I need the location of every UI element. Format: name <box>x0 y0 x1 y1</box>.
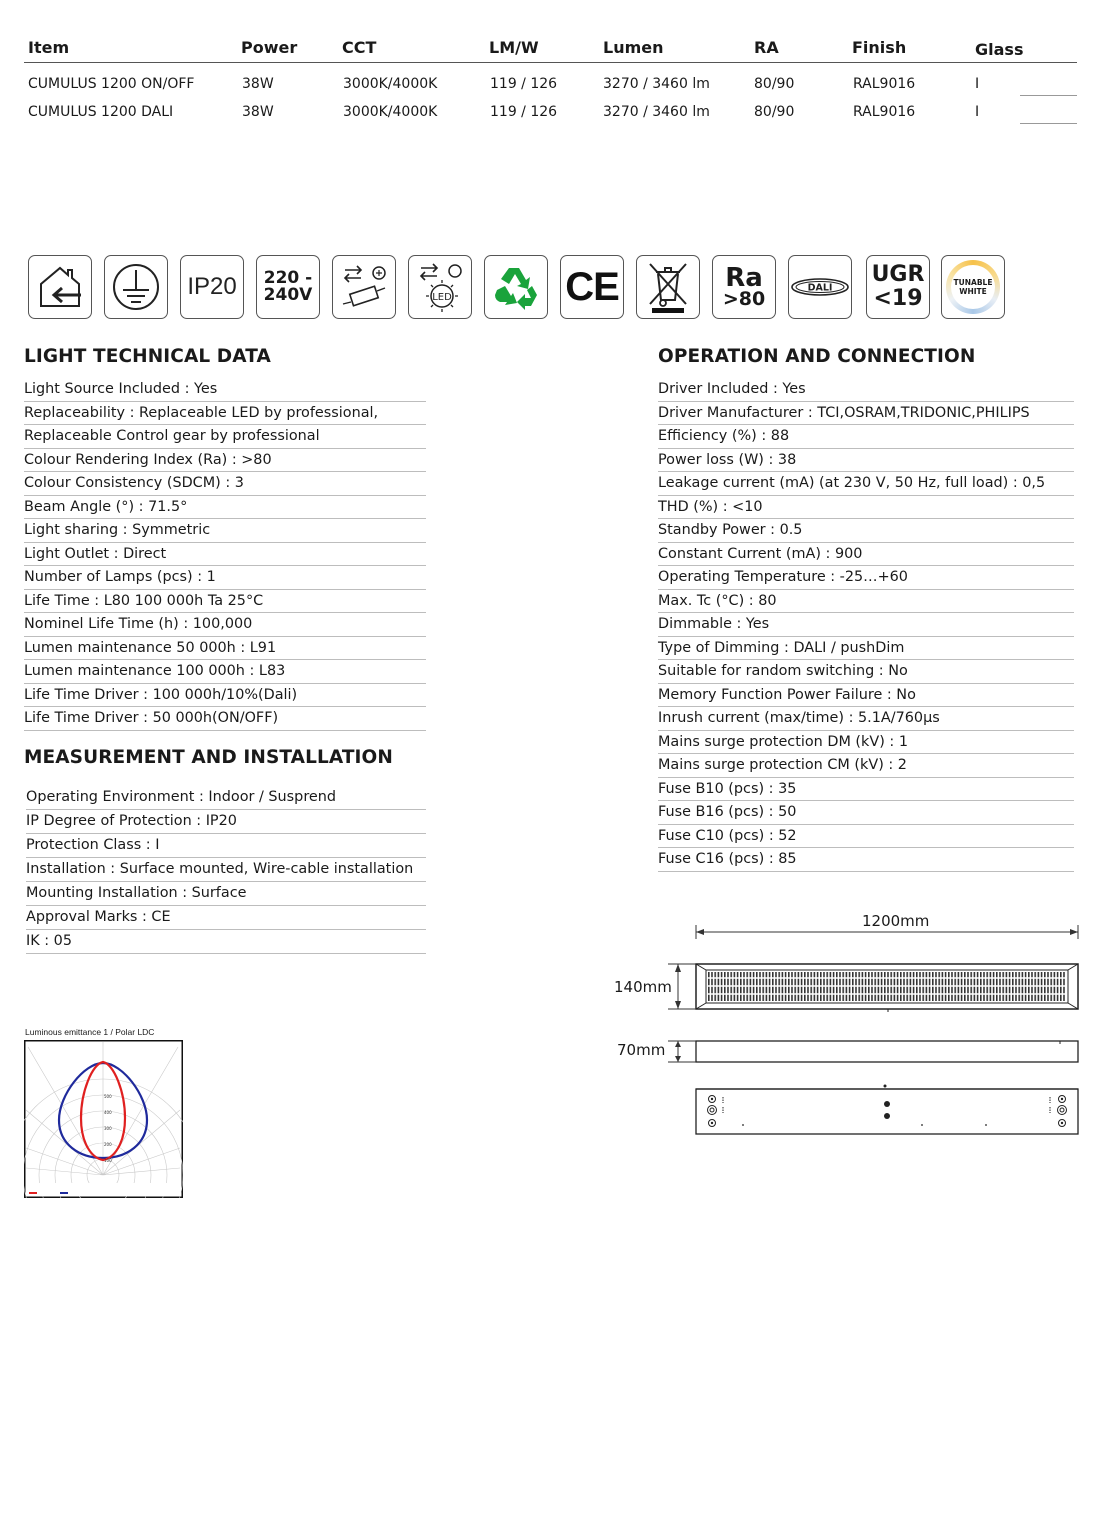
ce-text: CE <box>565 264 619 309</box>
tunable-white-icon <box>941 255 1005 319</box>
svg-text:500: 500 <box>104 1094 112 1099</box>
spec-item: Fuse C16 (pcs) : 85 <box>658 848 1074 872</box>
spec-item: Number of Lamps (pcs) : 1 <box>24 566 426 590</box>
spec-item: Light sharing : Symmetric <box>24 519 426 543</box>
spec-item: Dimmable : Yes <box>658 613 1074 637</box>
spec-item: IP Degree of Protection : IP20 <box>26 810 426 834</box>
height-label: 70mm <box>617 1041 666 1059</box>
header-cct: CCT <box>342 38 377 57</box>
cell-lumen: 3270 / 3460 lm <box>603 104 710 120</box>
spec-item: Installation : Surface mounted, Wire-cable installation <box>26 858 426 882</box>
width-label: 140mm <box>614 978 672 996</box>
voltage-line1: 220 - <box>263 268 313 288</box>
spec-item: Light Source Included : Yes <box>24 378 426 402</box>
luminaire-drawing <box>660 925 1090 1140</box>
spec-item: Power loss (W) : 38 <box>658 449 1074 473</box>
spec-item: THD (%) : <10 <box>658 496 1074 520</box>
svg-text:200: 200 <box>104 1142 112 1147</box>
header-lmw: LM/W <box>489 38 539 57</box>
ra-line2: >80 <box>722 288 766 310</box>
spec-item: Mounting Installation : Surface <box>26 882 426 906</box>
voltage-icon <box>256 255 320 319</box>
glass-dash <box>1020 95 1077 96</box>
header-lumen: Lumen <box>603 38 664 57</box>
ip20-text: IP20 <box>187 273 237 300</box>
spec-item: Driver Included : Yes <box>658 378 1074 402</box>
spec-item: Mains surge protection CM (kV) : 2 <box>658 754 1074 778</box>
spec-item: Fuse C10 (pcs) : 52 <box>658 825 1074 849</box>
ugr-icon <box>866 255 930 319</box>
tunable-line1: TUNABLE <box>953 277 993 287</box>
header-glass: Glass <box>975 40 1024 59</box>
ra-line1: Ra <box>725 263 763 293</box>
cell-lmw: 119 / 126 <box>490 104 558 120</box>
voltage-line2: 240V <box>263 285 313 305</box>
cell-power: 38W <box>242 104 274 120</box>
protective-earth-icon <box>104 255 168 319</box>
table-row <box>24 104 1077 128</box>
header-ra: RA <box>754 38 779 57</box>
cell-finish: RAL9016 <box>853 76 916 92</box>
spec-item: Operating Environment : Indoor / Susprend <box>26 786 426 810</box>
light-technical-title: LIGHT TECHNICAL DATA <box>24 346 271 367</box>
spec-item: Life Time : L80 100 000h Ta 25°C <box>24 590 426 614</box>
header-power: Power <box>241 38 298 57</box>
svg-text:100: 100 <box>104 1158 112 1163</box>
spec-item: Suitable for random switching : No <box>658 660 1074 684</box>
measurement-title: MEASUREMENT AND INSTALLATION <box>24 747 393 768</box>
weee-bin-icon <box>636 255 700 319</box>
cell-glass: I <box>975 104 980 120</box>
header-finish: Finish <box>852 38 907 57</box>
length-label: 1200mm <box>862 912 930 930</box>
spec-item: Operating Temperature : -25…+60 <box>658 566 1074 590</box>
table-row <box>24 76 1077 100</box>
ugr-line1: UGR <box>871 262 925 287</box>
measurement-list <box>26 786 426 954</box>
cell-glass: I <box>975 76 980 92</box>
spec-item: Replaceable Control gear by professional <box>24 425 426 449</box>
dali-icon <box>788 255 852 319</box>
spec-item: Colour Consistency (SDCM) : 3 <box>24 472 426 496</box>
polar-title: Luminous emittance 1 / Polar LDC <box>25 1027 155 1037</box>
header-item: Item <box>28 38 70 57</box>
spec-item: Light Outlet : Direct <box>24 543 426 567</box>
polar-ldc-chart <box>24 1040 183 1198</box>
spec-item: Lumen maintenance 100 000h : L83 <box>24 660 426 684</box>
cell-finish: RAL9016 <box>853 104 916 120</box>
spec-item: Constant Current (mA) : 900 <box>658 543 1074 567</box>
replaceable-driver-icon <box>332 255 396 319</box>
dali-text: DALI <box>807 282 833 294</box>
spec-item: IK : 05 <box>26 930 426 954</box>
spec-item: Inrush current (max/time) : 5.1A/760µs <box>658 707 1074 731</box>
spec-item: Max. Tc (°C) : 80 <box>658 590 1074 614</box>
spec-item: Protection Class : I <box>26 834 426 858</box>
tunable-line2: WHITE <box>959 287 987 296</box>
cell-item: CUMULUS 1200 ON/OFF <box>28 76 195 92</box>
spec-item: Driver Manufacturer : TCI,OSRAM,TRIDONIC,PHILIPS <box>658 402 1074 426</box>
spec-item: Memory Function Power Failure : No <box>658 684 1074 708</box>
svg-text:400: 400 <box>104 1110 112 1115</box>
light-technical-list <box>24 378 426 731</box>
spec-item: Beam Angle (°) : 71.5° <box>24 496 426 520</box>
operation-list <box>658 378 1074 872</box>
spec-item: Mains surge protection DM (kV) : 1 <box>658 731 1074 755</box>
operation-title: OPERATION AND CONNECTION <box>658 346 976 367</box>
cell-cct: 3000K/4000K <box>343 104 438 120</box>
ce-mark-icon <box>560 255 624 319</box>
spec-item: Approval Marks : CE <box>26 906 426 930</box>
cell-item: CUMULUS 1200 DALI <box>28 104 174 120</box>
spec-item: Life Time Driver : 100 000h/10%(Dali) <box>24 684 426 708</box>
cell-ra: 80/90 <box>754 76 795 92</box>
led-text: LED <box>432 292 452 303</box>
tunable-white-ring <box>946 260 1000 314</box>
svg-text:300: 300 <box>104 1126 112 1131</box>
glass-dash <box>1020 123 1077 124</box>
indoor-use-icon <box>28 255 92 319</box>
recycle-icon <box>484 255 548 319</box>
cell-lumen: 3270 / 3460 lm <box>603 76 710 92</box>
spec-item: Leakage current (mA) (at 230 V, 50 Hz, full load) : 0,5 <box>658 472 1074 496</box>
spec-item: Life Time Driver : 50 000h(ON/OFF) <box>24 707 426 731</box>
spec-item: Lumen maintenance 50 000h : L91 <box>24 637 426 661</box>
spec-item: Nominel Life Time (h) : 100,000 <box>24 613 426 637</box>
ugr-line2: <19 <box>873 286 923 311</box>
cell-cct: 3000K/4000K <box>343 76 438 92</box>
spec-item: Type of Dimming : DALI / pushDim <box>658 637 1074 661</box>
spec-item: Standby Power : 0.5 <box>658 519 1074 543</box>
spec-item: Efficiency (%) : 88 <box>658 425 1074 449</box>
cell-lmw: 119 / 126 <box>490 76 558 92</box>
header-divider <box>24 62 1077 63</box>
cell-ra: 80/90 <box>754 104 795 120</box>
ra-rating-icon <box>712 255 776 319</box>
ip20-icon <box>180 255 244 319</box>
spec-item: Fuse B16 (pcs) : 50 <box>658 801 1074 825</box>
spec-item: Replaceability : Replaceable LED by professional, <box>24 402 426 426</box>
spec-item: Fuse B10 (pcs) : 35 <box>658 778 1074 802</box>
replaceable-led-icon <box>408 255 472 319</box>
spec-item: Colour Rendering Index (Ra) : >80 <box>24 449 426 473</box>
cell-power: 38W <box>242 76 274 92</box>
